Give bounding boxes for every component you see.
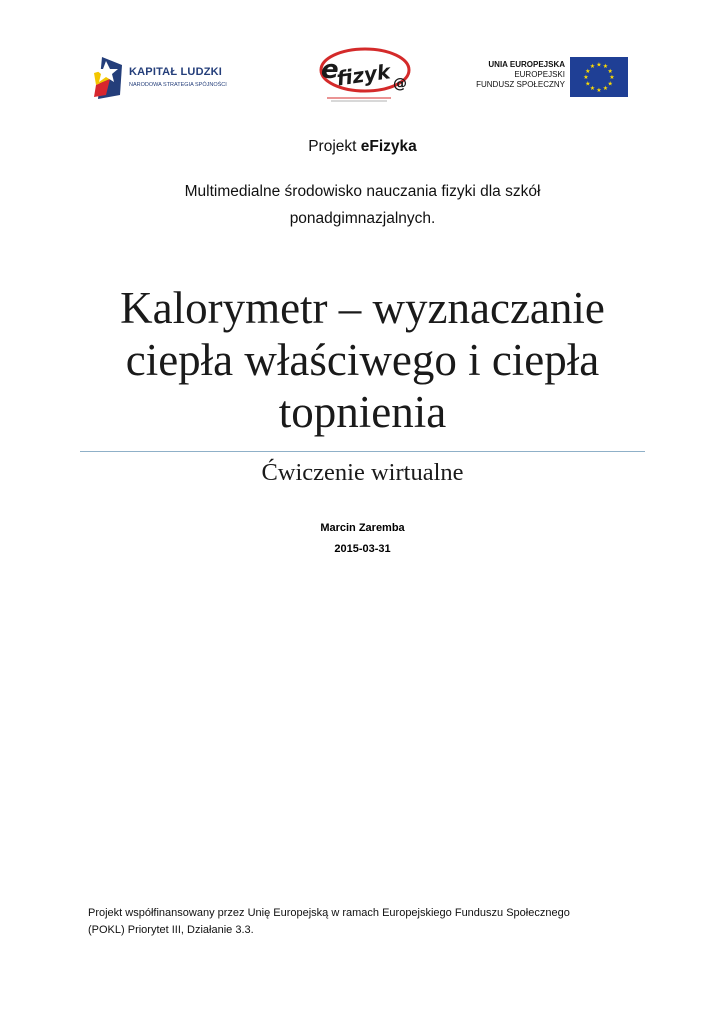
svg-text:★: ★ bbox=[585, 68, 591, 75]
kapital-ludzki-emblem-icon bbox=[92, 55, 126, 101]
title-line3: topnienia bbox=[278, 387, 447, 437]
svg-text:★: ★ bbox=[589, 63, 596, 71]
project-description bbox=[130, 178, 595, 232]
title-divider bbox=[80, 451, 645, 452]
svg-text:★: ★ bbox=[602, 63, 609, 71]
funding-note bbox=[88, 905, 638, 939]
svg-text:★: ★ bbox=[607, 80, 613, 88]
project-prefix: Projekt bbox=[308, 138, 361, 155]
unia-europejska-logo bbox=[478, 57, 628, 97]
svg-text:★: ★ bbox=[596, 86, 602, 94]
project-line bbox=[0, 138, 725, 156]
svg-text:★: ★ bbox=[585, 80, 591, 88]
svg-text:★: ★ bbox=[607, 68, 613, 75]
title-line1: Kalorymetr – wyznaczanie bbox=[120, 283, 605, 333]
kapital-ludzki-title: KAPITAŁ LUDZKI bbox=[129, 66, 223, 78]
svg-text:★: ★ bbox=[596, 61, 602, 69]
title-line2: ciepła właściwego i ciepła bbox=[125, 335, 600, 385]
description-line2: ponadgimnazjalnych. bbox=[289, 210, 436, 227]
svg-text:e: e bbox=[321, 55, 339, 85]
svg-text:★: ★ bbox=[583, 74, 589, 81]
funding-note-line1: Projekt współfinansowany przez Unię Europejską w ramach Europejskiego Funduszu Społecznego bbox=[88, 907, 570, 919]
eu-flag-icon bbox=[570, 57, 628, 97]
svg-text:★: ★ bbox=[589, 85, 596, 92]
eu-logo-line3: FUNDUSZ SPOŁECZNY bbox=[476, 80, 565, 89]
document-title bbox=[70, 282, 655, 438]
svg-text:★: ★ bbox=[602, 85, 609, 92]
author-name: Marcin Zaremba bbox=[320, 522, 405, 534]
eu-logo-line1: UNIA EUROPEJSKA bbox=[488, 60, 565, 69]
funding-note-line2: (POKL) Priorytet III, Działanie 3.3. bbox=[88, 924, 254, 936]
eu-logo-text bbox=[476, 60, 565, 90]
svg-text:★: ★ bbox=[609, 74, 615, 81]
efizyka-logo bbox=[313, 44, 413, 104]
kapital-ludzki-subtitle: NARODOWA STRATEGIA SPÓJNOŚCI bbox=[129, 82, 227, 88]
eu-logo-line2: EUROPEJSKI bbox=[514, 70, 565, 79]
document-subtitle: Ćwiczenie wirtualne bbox=[261, 459, 464, 486]
description-line1: Multimedialne środowisko nauczania fizyki dla szkół bbox=[184, 183, 541, 200]
svg-text:fizyk: fizyk bbox=[335, 59, 392, 91]
project-name: eFizyka bbox=[360, 138, 417, 155]
efizyka-emblem-icon bbox=[313, 44, 413, 104]
svg-text:@: @ bbox=[393, 76, 407, 92]
document-date: 2015-03-31 bbox=[334, 543, 391, 555]
kapital-ludzki-logo bbox=[92, 55, 242, 101]
